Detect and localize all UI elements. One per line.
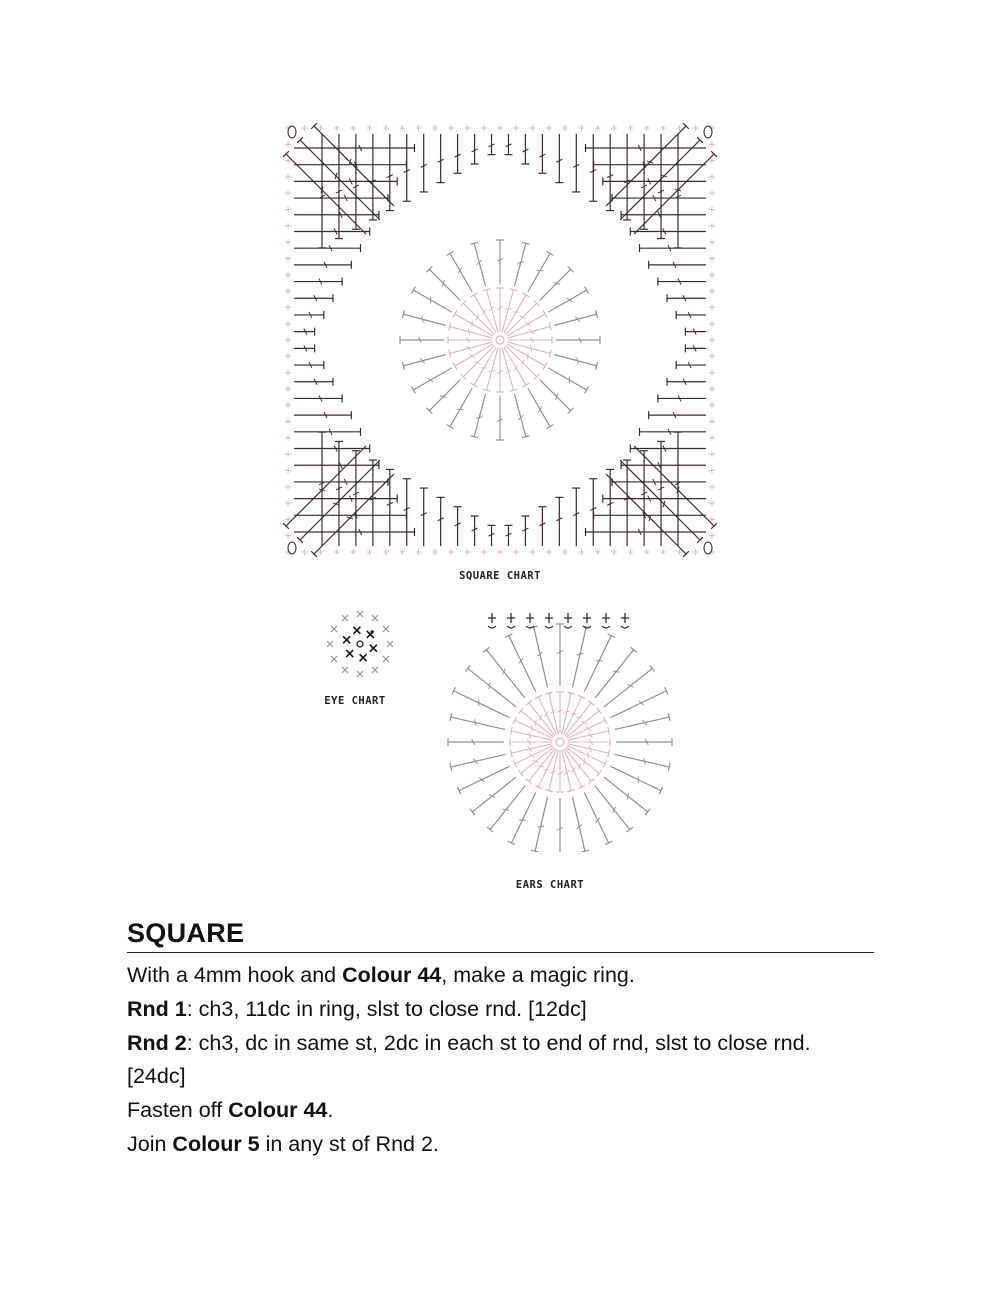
ears-top-loop bbox=[621, 626, 629, 628]
stitch-tick bbox=[539, 715, 542, 721]
square-chart-caption: SQUARE CHART bbox=[459, 570, 541, 582]
stitch-tick bbox=[584, 758, 585, 765]
stitch-stem bbox=[429, 380, 460, 411]
stitch-stem bbox=[474, 394, 485, 437]
stitch-tick bbox=[503, 809, 510, 810]
stitch-stem bbox=[413, 368, 451, 390]
stitch-tick bbox=[537, 766, 544, 767]
stitch-stem bbox=[463, 303, 494, 334]
bold-term: Colour 44 bbox=[342, 963, 442, 987]
stitch-tick bbox=[468, 328, 469, 335]
eye-chart-diagram bbox=[322, 606, 398, 682]
stitch-top-bar bbox=[465, 665, 470, 671]
stitch-top-bar bbox=[523, 383, 530, 387]
stitch-tick bbox=[577, 357, 578, 364]
stitch-top-bar bbox=[650, 665, 655, 671]
stitch-tick bbox=[578, 763, 581, 769]
corner-chain-loop bbox=[704, 542, 712, 554]
stitch-stem bbox=[511, 792, 535, 842]
stitch-stem bbox=[472, 777, 516, 812]
stitch-top-bar bbox=[597, 770, 602, 776]
ears-top-loop bbox=[545, 626, 553, 628]
text-run: Fasten off bbox=[127, 1098, 229, 1122]
stitch-top-bar bbox=[518, 708, 523, 714]
ears-magic-ring bbox=[556, 738, 564, 746]
ears-top-loop bbox=[488, 626, 496, 628]
square-instructions bbox=[127, 914, 874, 1161]
stitch-stem bbox=[548, 368, 586, 390]
bold-term: Colour 5 bbox=[172, 1132, 260, 1156]
section-title: SQUARE bbox=[127, 918, 245, 948]
stitch-top-bar bbox=[543, 363, 547, 370]
stitch-top-bar bbox=[543, 311, 547, 318]
stitch-stem bbox=[566, 747, 599, 773]
eye-chart-caption: EYE CHART bbox=[324, 695, 386, 707]
corner-chain-loop bbox=[288, 126, 296, 138]
instruction-line bbox=[127, 1094, 874, 1127]
stitch-stem bbox=[521, 747, 554, 773]
stitch-stem bbox=[554, 314, 597, 325]
stitch-top-bar bbox=[526, 779, 532, 784]
ears-top-loop bbox=[602, 626, 610, 628]
stitch-stem bbox=[572, 797, 584, 852]
stitch-tick bbox=[422, 316, 423, 323]
eye-magic-ring bbox=[357, 641, 363, 647]
stitch-stem bbox=[521, 711, 554, 737]
bold-term: Colour 44 bbox=[228, 1098, 328, 1122]
stitch-stem bbox=[506, 303, 537, 334]
section-divider bbox=[127, 952, 874, 953]
stitch-tick bbox=[613, 671, 620, 672]
stitch-top-bar bbox=[518, 770, 523, 776]
stitch-top-bar bbox=[588, 700, 594, 705]
instruction-lines bbox=[127, 959, 874, 1161]
stitch-top-bar bbox=[627, 827, 633, 832]
text-run: . bbox=[327, 1098, 334, 1122]
stitch-stem bbox=[540, 269, 571, 300]
stitch-top-bar bbox=[470, 809, 475, 815]
stitch-stem bbox=[566, 711, 599, 737]
stitch-stem bbox=[604, 777, 648, 812]
stitch-stem bbox=[463, 346, 494, 377]
magic-ring bbox=[496, 336, 504, 344]
stitch-stem bbox=[554, 354, 597, 365]
stitch-stem bbox=[529, 748, 555, 781]
stitch-stem bbox=[474, 243, 485, 286]
eye-slst-dot bbox=[370, 630, 373, 633]
stitch-top-bar bbox=[447, 425, 454, 429]
instruction-line bbox=[127, 959, 874, 992]
stitch-tick bbox=[489, 683, 490, 690]
stitch-top-bar bbox=[483, 647, 489, 652]
stitch-tick bbox=[576, 717, 583, 718]
instruction-line bbox=[127, 1128, 874, 1161]
ears-top-loop bbox=[507, 626, 515, 628]
stitch-top-bar bbox=[447, 251, 454, 255]
stitch-stem bbox=[565, 703, 591, 736]
stitch-stem bbox=[528, 253, 550, 291]
stitch-stem bbox=[451, 754, 506, 766]
stitch-stem bbox=[490, 786, 525, 830]
stitch-top-bar bbox=[547, 425, 554, 429]
stitch-stem bbox=[514, 394, 525, 437]
text-run: , make a magic ring. bbox=[441, 963, 635, 987]
stitch-stem bbox=[403, 354, 446, 365]
stitch-stem bbox=[615, 754, 670, 766]
stitch-stem bbox=[529, 703, 555, 736]
text-run: : ch3, dc in same st, 2dc in each st to end of rnd, slst to close rnd. [24dc] bbox=[127, 1031, 811, 1088]
stitch-top-bar bbox=[411, 387, 415, 394]
square-chart-diagram bbox=[278, 118, 722, 562]
stitch-top-bar bbox=[645, 809, 650, 815]
stitch-tick bbox=[627, 793, 628, 800]
stitch-tick bbox=[533, 760, 539, 763]
stitch-stem bbox=[506, 346, 537, 377]
stitch-stem bbox=[459, 766, 509, 790]
stitch-top-bar bbox=[547, 251, 554, 255]
stitch-stem bbox=[403, 314, 446, 325]
stitch-top-bar bbox=[630, 647, 636, 652]
stitch-top-bar bbox=[585, 387, 589, 394]
ears-top-loop bbox=[564, 626, 572, 628]
text-run: : ch3, 11dc in ring, slst to close rnd. [12dc] bbox=[186, 997, 587, 1021]
stitch-top-bar bbox=[585, 287, 589, 294]
text-run: With a 4mm hook and bbox=[127, 963, 343, 987]
stitch-top-bar bbox=[453, 311, 457, 318]
ears-chart-diagram bbox=[436, 602, 684, 852]
stitch-stem bbox=[429, 269, 460, 300]
corner-chain-loop bbox=[704, 126, 712, 138]
stitch-tick bbox=[581, 721, 587, 724]
stitch-stem bbox=[610, 766, 660, 790]
stitch-tick bbox=[476, 417, 483, 418]
stitch-tick bbox=[505, 308, 512, 309]
bold-term: Rnd 2 bbox=[127, 1031, 187, 1055]
stitch-stem bbox=[534, 627, 548, 687]
stitch-top-bar bbox=[526, 700, 532, 705]
stitch-stem bbox=[450, 388, 472, 426]
text-run: in any st of Rnd 2. bbox=[259, 1132, 439, 1156]
stitch-stem bbox=[615, 717, 670, 729]
stitch-stem bbox=[528, 388, 550, 426]
stitch-stem bbox=[451, 717, 506, 729]
corner-chain-loop bbox=[288, 542, 296, 554]
stitch-top-bar bbox=[597, 708, 602, 714]
stitch-stem bbox=[413, 290, 451, 312]
stitch-stem bbox=[548, 290, 586, 312]
stitch-stem bbox=[595, 786, 630, 830]
stitch-top-bar bbox=[471, 383, 478, 387]
stitch-tick bbox=[488, 370, 495, 371]
stitch-stem bbox=[584, 792, 608, 842]
instruction-line bbox=[127, 993, 874, 1026]
stitch-stem bbox=[450, 253, 472, 291]
stitch-top-bar bbox=[523, 293, 530, 297]
stitch-top-bar bbox=[411, 287, 415, 294]
stitch-top-bar bbox=[487, 827, 493, 832]
stitch-tick bbox=[517, 262, 524, 263]
stitch-stem bbox=[514, 243, 525, 286]
stitch-stem bbox=[572, 627, 586, 687]
stitch-top-bar bbox=[453, 363, 457, 370]
stitch-stem bbox=[540, 380, 571, 411]
ears-chart-caption: EARS CHART bbox=[515, 879, 585, 891]
bold-term: Rnd 1 bbox=[127, 997, 187, 1021]
stitch-stem bbox=[565, 748, 591, 781]
text-run: Join bbox=[127, 1132, 173, 1156]
stitch-top-bar bbox=[471, 293, 478, 297]
stitch-stem bbox=[535, 797, 547, 852]
instruction-line bbox=[127, 1027, 874, 1093]
stitch-top-bar bbox=[588, 779, 594, 784]
stitch-tick bbox=[530, 345, 531, 352]
stitch-tick bbox=[535, 719, 536, 726]
